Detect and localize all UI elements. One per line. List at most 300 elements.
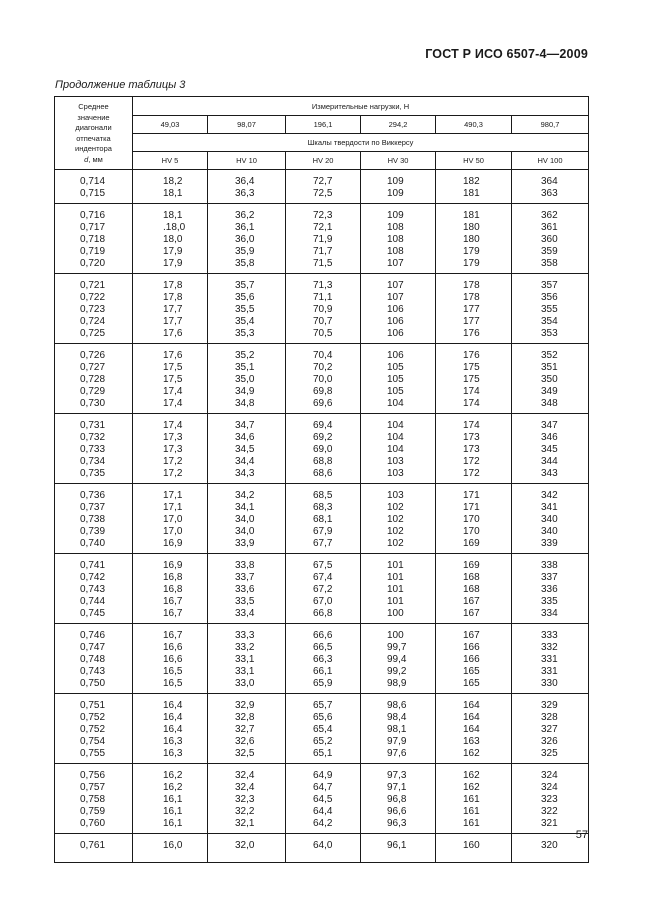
hardness-cell: 98,4 [361,712,436,724]
hardness-cell: 181 [436,188,512,204]
diagonal-cell: 0,722 [55,292,133,304]
hardness-cell: 359 [512,246,589,258]
table-row [55,624,589,643]
hardness-cell: 96,3 [361,818,436,834]
table-row [55,608,589,624]
diagonal-cell: 0,740 [55,538,133,554]
hardness-cell: 322 [512,806,589,818]
table-row [55,584,589,596]
table-row [55,398,589,414]
hardness-cell: 16,1 [133,818,208,834]
hardness-cell: 16,4 [133,712,208,724]
hardness-cell: 168 [436,584,512,596]
hardness-cell: 36,0 [208,234,286,246]
hardness-cell: 107 [361,292,436,304]
hardness-cell: 174 [436,414,512,433]
hardness-cell: 173 [436,432,512,444]
table-row [55,818,589,834]
table-row [55,694,589,713]
hardness-cell: 364 [512,170,589,189]
hardness-cell: 36,1 [208,222,286,234]
hardness-cell: 162 [436,748,512,764]
hardness-cell: 97,9 [361,736,436,748]
scale-cell: HV 50 [436,152,512,170]
standard-designation: ГОСТ Р ИСО 6507-4—2009 [425,47,588,61]
hardness-cell: 170 [436,526,512,538]
hardness-cell: 66,3 [286,654,361,666]
hardness-cell: 35,2 [208,344,286,363]
hardness-cell: 70,2 [286,362,361,374]
table-row [55,246,589,258]
hardness-cell: 347 [512,414,589,433]
hardness-cell: 18,1 [133,188,208,204]
hardness-cell: 167 [436,596,512,608]
corner-unit-line [55,155,132,166]
table-row [55,374,589,386]
diagonal-cell: 0,715 [55,188,133,204]
hardness-cell: 66,5 [286,642,361,654]
diagonal-cell: 0,723 [55,304,133,316]
hardness-cell: 69,4 [286,414,361,433]
row-group [55,694,589,764]
row-group [55,274,589,344]
diagonal-cell: 0,747 [55,642,133,654]
hardness-cell: 324 [512,764,589,783]
diagonal-cell: 0,726 [55,344,133,363]
table-row [55,344,589,363]
hardness-cell: 348 [512,398,589,414]
diagonal-cell: 0,754 [55,736,133,748]
hardness-cell: 101 [361,554,436,573]
diagonal-cell: 0,729 [55,386,133,398]
hardness-cell: 324 [512,782,589,794]
corner-label-line: индентора [75,144,112,153]
scale-cell: HV 10 [208,152,286,170]
diagonal-cell: 0,717 [55,222,133,234]
table-row [55,444,589,456]
hardness-cell: 163 [436,736,512,748]
hardness-cell: 177 [436,316,512,328]
diagonal-cell: 0,735 [55,468,133,484]
hardness-cell: 103 [361,484,436,503]
scale-cell: HV 100 [512,152,589,170]
hardness-cell: 64,4 [286,806,361,818]
diagonal-cell: 0,730 [55,398,133,414]
hardness-cell: 33,2 [208,642,286,654]
hardness-cell: 33,7 [208,572,286,584]
hardness-cell: 169 [436,554,512,573]
hardness-cell: 96,8 [361,794,436,806]
hardness-cell: 166 [436,642,512,654]
table-row [55,222,589,234]
hardness-cell: 32,1 [208,818,286,834]
hardness-cell: 32,6 [208,736,286,748]
table-row [55,484,589,503]
hardness-cell: 17,1 [133,502,208,514]
hardness-cell: 99,7 [361,642,436,654]
hardness-cell: 36,3 [208,188,286,204]
diagonal-cell: 0,728 [55,374,133,386]
hardness-cell: 180 [436,234,512,246]
table-continuation-caption: Продолжение таблицы 3 [55,79,186,91]
hardness-cell: 103 [361,468,436,484]
diagonal-cell: 0,752 [55,712,133,724]
hardness-cell: 34,1 [208,502,286,514]
load-cell: 490,3 [436,116,512,134]
hardness-cell: 34,0 [208,526,286,538]
hardness-cell: 177 [436,304,512,316]
table-row [55,456,589,468]
table-row [55,258,589,274]
table-row [55,432,589,444]
diagonal-cell: 0,748 [55,654,133,666]
hardness-cell: 164 [436,712,512,724]
hardness-cell: 180 [436,222,512,234]
diagonal-cell: 0,760 [55,818,133,834]
table-row [55,316,589,328]
hardness-cell: 100 [361,624,436,643]
hardness-cell: 34,2 [208,484,286,503]
hardness-cell: 71,5 [286,258,361,274]
hardness-cell: 67,9 [286,526,361,538]
hardness-cell: 172 [436,456,512,468]
hardness-cell: 174 [436,398,512,414]
hardness-cell: 36,2 [208,204,286,223]
hardness-cell: 335 [512,596,589,608]
diagonal-cell: 0,756 [55,764,133,783]
diagonal-cell: 0,742 [55,572,133,584]
hardness-cell: 33,6 [208,584,286,596]
hardness-cell: 105 [361,362,436,374]
hardness-cell: 176 [436,328,512,344]
hardness-cell: 106 [361,344,436,363]
hardness-cell: 343 [512,468,589,484]
hardness-table [54,96,589,863]
hardness-cell: 105 [361,374,436,386]
hardness-cell: 331 [512,666,589,678]
corner-label-line: отпечатка [76,133,111,143]
diagonal-cell: 0,743 [55,584,133,596]
hardness-cell: 34,0 [208,514,286,526]
hardness-cell: 162 [436,764,512,783]
hardness-cell: 65,7 [286,694,361,713]
hardness-cell: 70,5 [286,328,361,344]
table-row [55,514,589,526]
hardness-cell: 32,3 [208,794,286,806]
hardness-cell: 102 [361,538,436,554]
hardness-cell: 109 [361,204,436,223]
row-group [55,554,589,624]
corner-label-line: диагонали [75,123,112,132]
hardness-cell: 17,4 [133,386,208,398]
hardness-cell: 323 [512,794,589,806]
table-row [55,526,589,538]
hardness-cell: 34,9 [208,386,286,398]
hardness-cell: 102 [361,502,436,514]
hardness-cell: 35,6 [208,292,286,304]
table-row [55,794,589,806]
load-cell: 98,07 [208,116,286,134]
hardness-cell: 330 [512,678,589,694]
hardness-cell: 67,2 [286,584,361,596]
table-row [55,806,589,818]
hardness-cell: 16,2 [133,764,208,783]
hardness-cell: 16,4 [133,724,208,736]
hardness-cell: 66,8 [286,608,361,624]
hardness-cell: 325 [512,748,589,764]
row-group [55,170,589,204]
table-row [55,748,589,764]
hardness-cell: 109 [361,170,436,189]
hardness-cell: 35,0 [208,374,286,386]
hardness-cell: 72,1 [286,222,361,234]
hardness-cell: 164 [436,724,512,736]
hardness-cell: 64,0 [286,834,361,863]
load-cell: 980,7 [512,116,589,134]
hardness-cell: .18,0 [133,222,208,234]
hardness-cell: 98,6 [361,694,436,713]
hardness-cell: 345 [512,444,589,456]
hardness-cell: 32,5 [208,748,286,764]
hardness-cell: 72,7 [286,170,361,189]
scales-title: Шкалы твердости по Виккерсу [133,134,589,152]
hardness-cell: 72,3 [286,204,361,223]
hardness-cell: 327 [512,724,589,736]
table-row [55,678,589,694]
table-row [55,764,589,783]
hardness-cell: 166 [436,654,512,666]
hardness-cell: 356 [512,292,589,304]
corner-label-line: значение [77,112,110,122]
hardness-cell: 34,7 [208,414,286,433]
hardness-cell: 64,5 [286,794,361,806]
table-row [55,654,589,666]
hardness-cell: 173 [436,444,512,456]
row-group [55,344,589,414]
scale-cell: HV 30 [361,152,436,170]
hardness-cell: 107 [361,274,436,293]
hardness-cell: 161 [436,806,512,818]
table-row [55,234,589,246]
hardness-cell: 168 [436,572,512,584]
hardness-cell: 69,0 [286,444,361,456]
hardness-cell: 106 [361,316,436,328]
hardness-cell: 16,7 [133,624,208,643]
hardness-cell: 104 [361,398,436,414]
hardness-cell: 71,3 [286,274,361,293]
scale-cell: HV 5 [133,152,208,170]
hardness-cell: 32,4 [208,782,286,794]
table-row [55,572,589,584]
hardness-cell: 64,2 [286,818,361,834]
row-group [55,624,589,694]
hardness-cell: 349 [512,386,589,398]
hardness-cell: 103 [361,456,436,468]
hardness-cell: 346 [512,432,589,444]
load-cell: 196,1 [286,116,361,134]
hardness-cell: 70,4 [286,344,361,363]
diagonal-cell: 0,743 [55,666,133,678]
hardness-cell: 17,0 [133,526,208,538]
hardness-cell: 171 [436,502,512,514]
hardness-cell: 69,6 [286,398,361,414]
hardness-cell: 16,1 [133,794,208,806]
hardness-cell: 334 [512,608,589,624]
hardness-cell: 68,6 [286,468,361,484]
hardness-cell: 328 [512,712,589,724]
hardness-cell: 17,8 [133,274,208,293]
hardness-cell: 99,4 [361,654,436,666]
hardness-cell: 65,6 [286,712,361,724]
hardness-cell: 72,5 [286,188,361,204]
hardness-cell: 104 [361,432,436,444]
hardness-cell: 35,1 [208,362,286,374]
diagonal-cell: 0,719 [55,246,133,258]
hardness-cell: 33,4 [208,608,286,624]
table-row [55,834,589,863]
hardness-cell: 172 [436,468,512,484]
diagonal-cell: 0,721 [55,274,133,293]
hardness-cell: 17,0 [133,514,208,526]
diagonal-cell: 0,759 [55,806,133,818]
hardness-cell: 104 [361,414,436,433]
diagonal-cell: 0,714 [55,170,133,189]
hardness-cell: 17,7 [133,304,208,316]
hardness-cell: 33,3 [208,624,286,643]
hardness-cell: 70,7 [286,316,361,328]
hardness-cell: 101 [361,596,436,608]
hardness-cell: 16,3 [133,736,208,748]
hardness-cell: 17,9 [133,258,208,274]
table-row [55,304,589,316]
hardness-cell: 101 [361,584,436,596]
hardness-cell: 361 [512,222,589,234]
hardness-cell: 358 [512,258,589,274]
hardness-cell: 67,5 [286,554,361,573]
hardness-cell: 340 [512,526,589,538]
hardness-cell: 99,2 [361,666,436,678]
hardness-cell: 18,1 [133,204,208,223]
hardness-cell: 355 [512,304,589,316]
table-header [55,97,589,170]
table-row [55,468,589,484]
hardness-cell: 161 [436,818,512,834]
table-row [55,274,589,293]
diagonal-cell: 0,716 [55,204,133,223]
diagonal-cell: 0,736 [55,484,133,503]
hardness-cell: 106 [361,304,436,316]
hardness-cell: 108 [361,234,436,246]
hardness-cell: 96,1 [361,834,436,863]
hardness-cell: 106 [361,328,436,344]
hardness-cell: 35,5 [208,304,286,316]
hardness-cell: 178 [436,274,512,293]
hardness-cell: 98,1 [361,724,436,736]
table-row [55,642,589,654]
hardness-cell: 179 [436,246,512,258]
hardness-cell: 178 [436,292,512,304]
row-group [55,414,589,484]
hardness-cell: 70,9 [286,304,361,316]
hardness-cell: 36,4 [208,170,286,189]
hardness-cell: 351 [512,362,589,374]
hardness-cell: 179 [436,258,512,274]
diagonal-cell: 0,744 [55,596,133,608]
hardness-cell: 175 [436,374,512,386]
hardness-cell: 17,7 [133,316,208,328]
corner-unit-symbol: d [84,154,89,164]
hardness-cell: 69,2 [286,432,361,444]
hardness-cell: 68,5 [286,484,361,503]
hardness-cell: 17,8 [133,292,208,304]
hardness-cell: 17,2 [133,468,208,484]
hardness-cell: 17,4 [133,398,208,414]
hardness-cell: 326 [512,736,589,748]
hardness-cell: 17,9 [133,246,208,258]
hardness-cell: 71,7 [286,246,361,258]
hardness-cell: 17,4 [133,414,208,433]
hardness-cell: 360 [512,234,589,246]
table-row [55,414,589,433]
hardness-cell: 70,0 [286,374,361,386]
hardness-cell: 344 [512,456,589,468]
table-row [55,292,589,304]
hardness-cell: 64,9 [286,764,361,783]
hardness-cell: 18,0 [133,234,208,246]
hardness-cell: 35,9 [208,246,286,258]
table-row [55,736,589,748]
hardness-cell: 340 [512,514,589,526]
hardness-cell: 67,7 [286,538,361,554]
diagonal-cell: 0,733 [55,444,133,456]
hardness-cell: 32,4 [208,764,286,783]
diagonal-cell: 0,751 [55,694,133,713]
hardness-cell: 350 [512,374,589,386]
diagonal-cell: 0,734 [55,456,133,468]
hardness-cell: 16,8 [133,584,208,596]
hardness-cell: 174 [436,386,512,398]
hardness-cell: 170 [436,514,512,526]
hardness-cell: 181 [436,204,512,223]
table-row [55,666,589,678]
hardness-cell: 33,8 [208,554,286,573]
hardness-cell: 160 [436,834,512,863]
hardness-cell: 320 [512,834,589,863]
hardness-cell: 16,8 [133,572,208,584]
hardness-cell: 175 [436,362,512,374]
diagonal-cell: 0,745 [55,608,133,624]
hardness-cell: 68,8 [286,456,361,468]
diagonal-cell: 0,724 [55,316,133,328]
diagonal-cell: 0,750 [55,678,133,694]
hardness-cell: 182 [436,170,512,189]
diagonal-cell: 0,739 [55,526,133,538]
hardness-cell: 35,4 [208,316,286,328]
hardness-cell: 332 [512,642,589,654]
hardness-cell: 362 [512,204,589,223]
hardness-cell: 171 [436,484,512,503]
corner-unit-text: , мм [88,154,103,164]
hardness-cell: 161 [436,794,512,806]
loads-title: Измерительные нагрузки, Н [133,97,589,116]
hardness-cell: 35,8 [208,258,286,274]
hardness-cell: 32,9 [208,694,286,713]
hardness-cell: 98,9 [361,678,436,694]
hardness-cell: 34,4 [208,456,286,468]
hardness-cell: 108 [361,222,436,234]
table-row [55,712,589,724]
hardness-cell: 71,9 [286,234,361,246]
